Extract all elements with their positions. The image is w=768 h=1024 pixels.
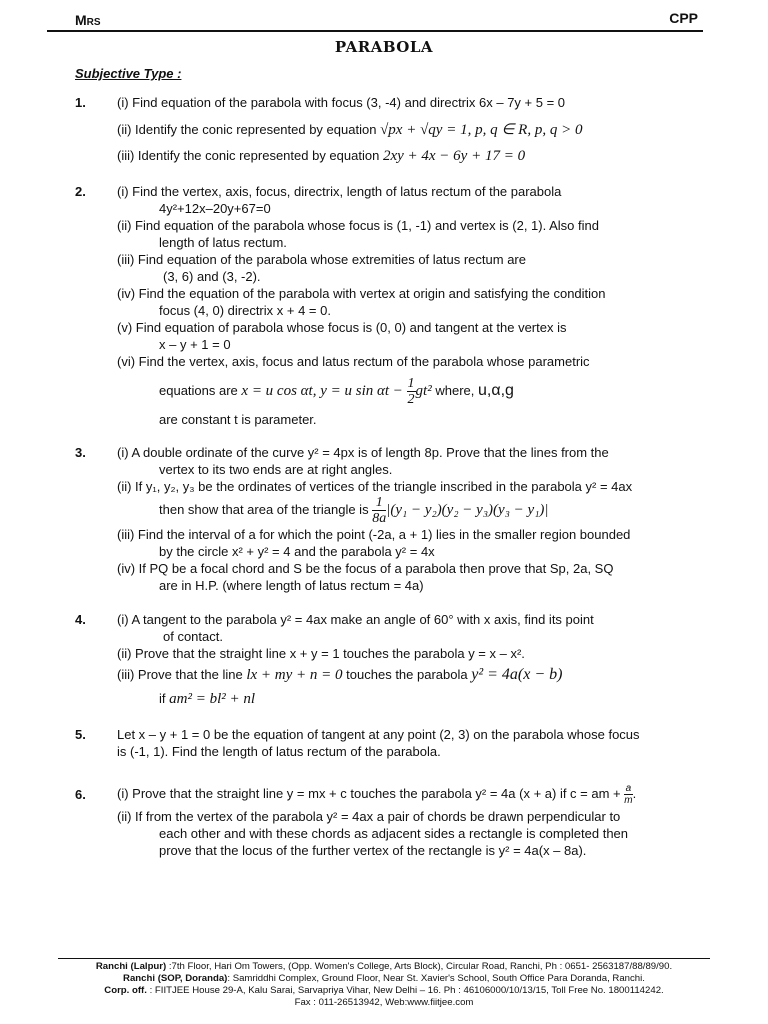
q2-part-v: (v) Find equation of parabola whose focus is (0, 0) and tangent at the vertex is: [117, 320, 567, 335]
q2-part-vi: (vi) Find the vertex, axis, focus and latus rectum of the parabola whose parametric: [117, 354, 590, 369]
header-left-small: RS: [86, 17, 101, 28]
q4-part-iii: (iii) Prove that the line lx + my + n = 0 touches the parabola y² = 4a(x − b): [117, 666, 563, 684]
q1-iii-equation: 2xy + 4x − 6y + 17 = 0: [382, 148, 526, 164]
q2-part-v-cont: x – y + 1 = 0: [159, 337, 231, 352]
q6-i-fraction: $\frac{a}{m}$: [624, 783, 633, 807]
q4-part-iii-cond: if am² = bl² + nl: [159, 691, 256, 708]
q1-ii-equation: √px + √qy = 1, p, q ∈ R, p, q > 0: [380, 122, 583, 138]
question-number: 1.: [75, 95, 86, 110]
q2-part-ii: (ii) Find equation of the parabola whose focus is (1, -1) and vertex is (2, 1). Also find: [117, 218, 599, 233]
q4-iii-parabola: y² = 4a(x − b): [471, 666, 563, 684]
question-5: [0, 726, 768, 760]
q2-part-iii: (iii) Find equation of the parabola whose extremities of latus rectum are: [117, 252, 526, 267]
question-number: 3.: [75, 445, 86, 460]
header-left-big: M: [75, 12, 87, 28]
q3-part-iv-cont: are in H.P. (where length of latus rectum = 4a): [159, 578, 424, 594]
q3-part-ii-area: then show that area of the triangle is $\frac{1}{8a}$ |(y₁ − y₂)(y₂ − y₃)(y₃ − y₁)|: [159, 495, 549, 527]
q2-part-i-eq: 4y²+12x–20y+67=0: [159, 201, 271, 216]
page-header: [47, 10, 702, 30]
q2-part-iii-cont: (3, 6) and (3, -2).: [163, 269, 261, 284]
q2-vi-vars: u,α,g: [478, 381, 514, 399]
question-number: 5.: [75, 727, 86, 743]
q4-iii-condition: am² = bl² + nl: [169, 691, 256, 708]
q3-part-i: (i) A double ordinate of the curve y² = 4px is of length 8p. Prove that the lines from the: [117, 445, 609, 460]
question-1: [0, 94, 768, 165]
footer-line-2: Ranchi (SOP, Doranda): Samriddhi Complex, Ground Floor, Near St. Xavier's School, South Office Para Doranda, Ranchi.: [123, 973, 645, 984]
q2-part-ii-cont: length of latus rectum.: [159, 235, 287, 250]
question-number: 4.: [75, 612, 86, 628]
q2-part-vi-equations: equations are x = u cos αt, y = u sin αt − $\frac{1}{2}$ gt² where, u,α,g: [159, 376, 514, 407]
page-title: PARABOLA: [334, 38, 434, 56]
section-subtitle: Subjective Type :: [75, 66, 182, 81]
question-3: [0, 444, 768, 594]
q3-ii-expression: |(y₁ − y₂)(y₂ − y₃)(y₃ − y₁)|: [386, 502, 549, 518]
header-left: [75, 12, 101, 28]
q4-part-ii: (ii) Prove that the straight line x + y = 1 touches the parabola y = x – x².: [117, 646, 525, 662]
q6-part-ii-cont2: prove that the locus of the further vertex of the rectangle is y² = 4a(x – 8a).: [159, 843, 587, 859]
q2-part-vi-end: are constant t is parameter.: [159, 412, 317, 427]
footer-line-1: Ranchi (Lalpur) :7th Floor, Hari Om Towers, (Opp. Women's College, Arts Block), Circular Road, Ranchi, Ph : 0651- 2563187/88/89/90.: [95, 961, 673, 972]
q4-iii-line: lx + my + n = 0: [246, 667, 343, 684]
question-6: [0, 780, 768, 859]
q6-part-ii-cont1: each other and with these chords as adjacent sides a rectangle is completed then: [159, 826, 629, 842]
footer-divider: [58, 958, 710, 959]
q1-part-i: (i) Find equation of the parabola with focus (3, -4) and directrix 6x – 7y + 5 = 0: [117, 95, 566, 110]
question-2: [0, 183, 768, 428]
q4-part-i-cont: of contact.: [163, 629, 223, 645]
q2-part-iv-cont: focus (4, 0) directrix x + 4 = 0.: [159, 303, 331, 318]
q5-line-2: is (-1, 1). Find the length of latus rectum of the parabola.: [117, 744, 441, 760]
question-4: [0, 611, 768, 710]
q3-part-i-cont: vertex to its two ends are at right angles.: [159, 462, 393, 477]
question-number: 6.: [75, 787, 86, 803]
q3-part-iv: (iv) If PQ be a focal chord and S be the focus of a parabola then prove that Sp, 2a, SQ: [117, 561, 614, 577]
q5-line-1: Let x – y + 1 = 0 be the equation of tangent at any point (2, 3) on the parabola whose focus: [117, 727, 640, 743]
footer-line-4: Fax : 011-26513942, Web:www.fiitjee.com: [294, 997, 474, 1008]
q3-part-ii: (ii) If y₁, y₂, y₃ be the ordinates of vertices of the triangle inscribed in the parabola y² = 4ax: [117, 479, 633, 494]
q2-part-i: (i) Find the vertex, axis, focus, directrix, length of latus rectum of the parabola: [117, 184, 562, 199]
q6-part-i: (i) Prove that the straight line y = mx + c touches the parabola y² = 4a (x + a) if c = am + $\frac{a}{m}$.: [117, 783, 637, 807]
q4-part-i: (i) A tangent to the parabola y² = 4ax make an angle of 60° with x axis, find its point: [117, 612, 594, 628]
q2-vi-eq: x = u cos αt, y = u sin αt −: [241, 382, 403, 399]
q1-part-iii: (iii) Identify the conic represented by equation 2xy + 4x − 6y + 17 = 0: [117, 148, 526, 164]
page-footer: [0, 961, 768, 1009]
q3-part-iii-cont: by the circle x² + y² = 4 and the parabola y² = 4x: [159, 544, 435, 560]
q3-ii-fraction: $\frac{1}{8a}$: [372, 495, 387, 527]
q2-part-iv: (iv) Find the equation of the parabola with vertex at origin and satisfying the condition: [117, 286, 606, 301]
header-right: CPP: [669, 10, 698, 26]
q3-part-iii: (iii) Find the interval of a for which the point (-2a, a + 1) lies in the smaller region bounded: [117, 527, 631, 543]
footer-line-3: Corp. off. : FIITJEE House 29-A, Kalu Sarai, Sarvapriya Vihar, New Delhi – 16. Ph : 46106000/10/13/15, Toll Free No. 1800114242.: [104, 985, 664, 996]
question-list: [0, 94, 768, 876]
q1-part-ii: (ii) Identify the conic represented by equation √px + √qy = 1, p, q ∈ R, p, q > 0: [117, 122, 583, 138]
q6-part-ii: (ii) If from the vertex of the parabola y² = 4ax a pair of chords be drawn perpendicular to: [117, 809, 621, 825]
header-divider: [47, 30, 703, 32]
q2-vi-fraction: $\frac{1}{2}$: [407, 376, 415, 407]
question-number: 2.: [75, 184, 86, 199]
